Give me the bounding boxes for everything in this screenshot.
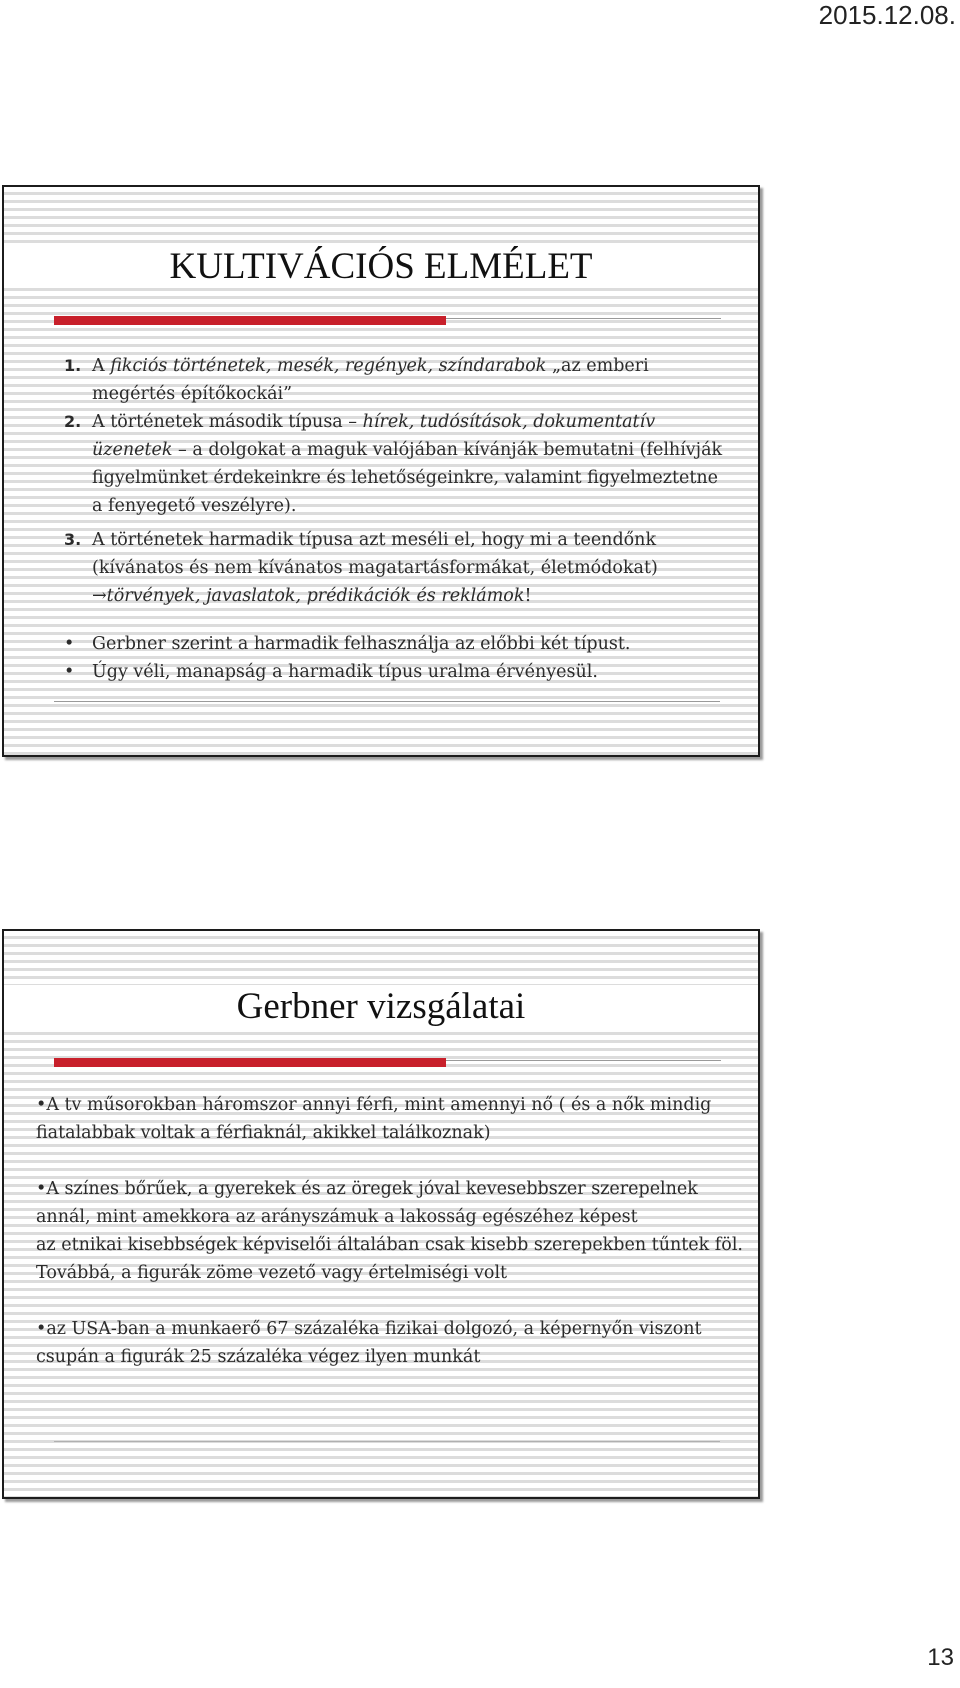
- title-divider-line: [446, 1060, 721, 1061]
- bullet-list: [64, 630, 728, 686]
- title-accent-bar: [54, 1058, 446, 1067]
- item-text: A fikciós történetek, mesék, regények, színdarabok „az emberi megértés építőkockái”: [92, 356, 649, 404]
- title-divider-line: [446, 318, 721, 319]
- list-item: [64, 408, 728, 520]
- header-date: 2015.12.08.: [818, 0, 956, 30]
- slide-title: Gerbner vizsgálatai: [4, 985, 758, 1028]
- list-item: [64, 352, 728, 408]
- slide-body: [64, 352, 728, 686]
- bottom-divider-line: [54, 1441, 720, 1442]
- bullet-item: • Gerbner szerint a harmadik felhasználja az előbbi két típust.: [64, 630, 728, 658]
- bottom-divider-line: [54, 701, 720, 702]
- bullet-icon: •: [64, 634, 75, 654]
- item-number: 3.: [64, 530, 82, 549]
- bullet-icon: •: [64, 662, 75, 682]
- arrow-right-icon: →: [92, 586, 107, 606]
- paragraph: •A tv műsorokban háromszor annyi férfi, mint amennyi nő ( és a nők mindig fiatalabbak voltak a férfiaknál, akikkel találkoznak): [36, 1095, 712, 1143]
- list-item: [64, 526, 728, 610]
- item-text: A történetek második típusa – hírek, tudósítások, dokumentatív üzenetek – a dolgokat a maguk valójában kívánják bemutatni (felhívják figyelmünket érdekeinkre és lehetőségeinkre, valamint figyelmeztetne a fenyegető veszélyre).: [92, 412, 723, 516]
- item-number: 2.: [64, 412, 82, 431]
- paragraph: az etnikai kisebbségek képviselői általában csak kisebb szerepekben tűntek föl. Továbbá, a figurák zöme vezető vagy értelmiségi volt: [36, 1235, 743, 1283]
- slide-body: [36, 1091, 744, 1371]
- bullet-item: • Úgy véli, manapság a harmadik típus uralma érvényesül.: [64, 658, 728, 686]
- page-number: 13: [927, 1644, 954, 1671]
- slide-kultivacios-elmelet: [2, 185, 760, 757]
- title-accent-bar: [54, 316, 446, 325]
- slide-title: KULTIVÁCIÓS ELMÉLET: [4, 245, 758, 288]
- paragraph: •az USA-ban a munkaerő 67 százaléka fizikai dolgozó, a képernyőn viszont csupán a figurák 25 százaléka végez ilyen munkát: [36, 1319, 702, 1367]
- slide-gerbner-vizsgalatai: [2, 929, 760, 1499]
- item-text: A történetek harmadik típusa azt meséli el, hogy mi a teendőnk (kívánatos és nem kívánatos magatartásformákat, életmódokat) →törvények, javaslatok, prédikációk és reklámok!: [92, 530, 658, 606]
- paragraph: •A színes bőrűek, a gyerekek és az öregek jóval kevesebbszer szerepelnek annál, mint amekkora az arányszámuk a lakosság egészéhez képest: [36, 1179, 698, 1227]
- item-number: 1.: [64, 356, 82, 375]
